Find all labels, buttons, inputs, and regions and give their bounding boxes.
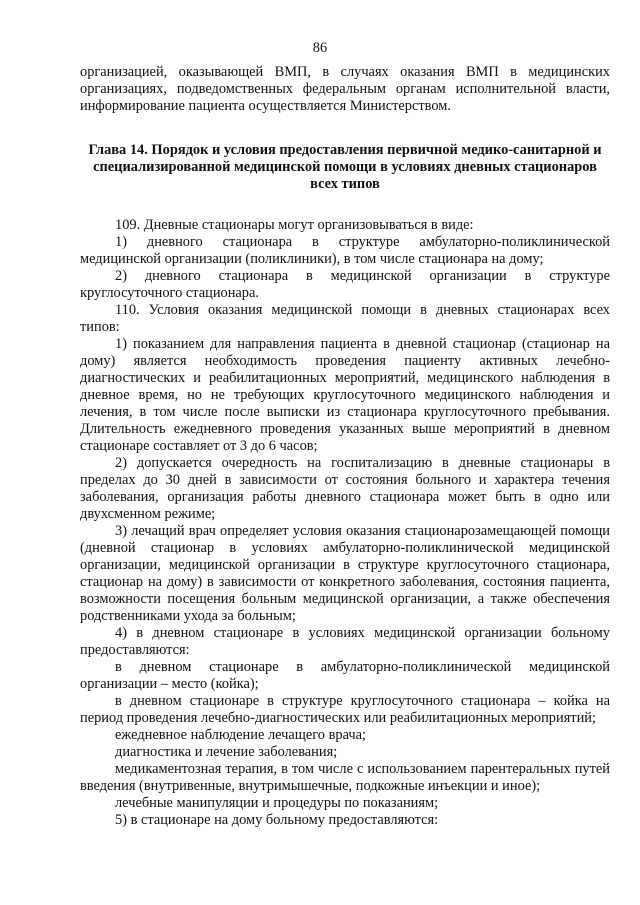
paragraph: 5) в стационаре на дому больному предоставляются: (115, 812, 439, 828)
paragraph: организацией, оказывающей ВМП, в случаях оказания ВМП в медицинских организациях, подведомственных федеральным органам исполнительной власти, информирование пациента осуществляется Министерством. (80, 64, 610, 114)
paragraph: диагностика и лечение заболевания; (115, 744, 338, 760)
paragraph: лечебные манипуляции и процедуры по показаниям; (115, 795, 439, 811)
paragraph: 3) лечащий врач определяет условия оказания стационарозамещающей помощи (дневной стационар в условиях амбулаторно-поликлинической медицинской организации, медицинской организации в структуре круглосуточного стационара, стационар на дому) в зависимости от конкретного заболевания, состояния пациента, возможности посещения больным медицинской организации, а также обеспечения родственниками ухода за больным; (80, 523, 610, 624)
paragraph: 1) показанием для направления пациента в дневной стационар (стационар на дому) является необходимость проведения пациенту активных лечебно-диагностических и реабилитационных мероприятий, медицинского наблюдения в дневное время, но не требующих круглосуточного медицинского наблюдения и лечения, в том числе после выписки из стационара круглосуточного пребывания. Длительность ежедневного проведения указанных выше мероприятий в дневном стационаре составляет от 3 до 6 часов; (80, 336, 610, 454)
paragraph: в дневном стационаре в амбулаторно-поликлинической медицинской организации – место (койка); (80, 659, 610, 692)
paragraph: 109. Дневные стационары могут организовываться в виде: (115, 217, 474, 233)
chapter-title: Глава 14. Порядок и условия предоставления первичной медико-санитарной и специализированной медицинской помощи в условиях дневных стационаров всех типов (88, 142, 602, 192)
paragraph: 110. Условия оказания медицинской помощи в дневных стационарах всех типов: (80, 302, 610, 335)
page-number: 86 (312, 40, 328, 56)
paragraph: 1) дневного стационара в структуре амбулаторно-поликлинической медицинской организации (поликлиники), в том числе стационара на дому; (80, 234, 610, 267)
paragraph: медикаментозная терапия, в том числе с использованием парентеральных путей введения (внутривенные, внутримышечные, подкожные инъекции и иное); (80, 761, 610, 794)
paragraph: 2) допускается очередность на госпитализацию в дневные стационары в пределах до 30 дней в зависимости от состояния больного и характера течения заболевания, организация работы дневного стационара может быть в одно или двухсменном режиме; (80, 455, 610, 522)
paragraph: в дневном стационаре в структуре круглосуточного стационара – койка на период проведения лечебно-диагностических или реабилитационных мероприятий; (80, 693, 610, 726)
document-body (80, 64, 610, 829)
paragraph: 4) в дневном стационаре в условиях медицинской организации больному предоставляются: (80, 625, 610, 658)
paragraph: 2) дневного стационара в медицинской организации в структуре круглосуточного стационара. (80, 268, 610, 301)
paragraph: ежедневное наблюдение лечащего врача; (115, 727, 367, 743)
